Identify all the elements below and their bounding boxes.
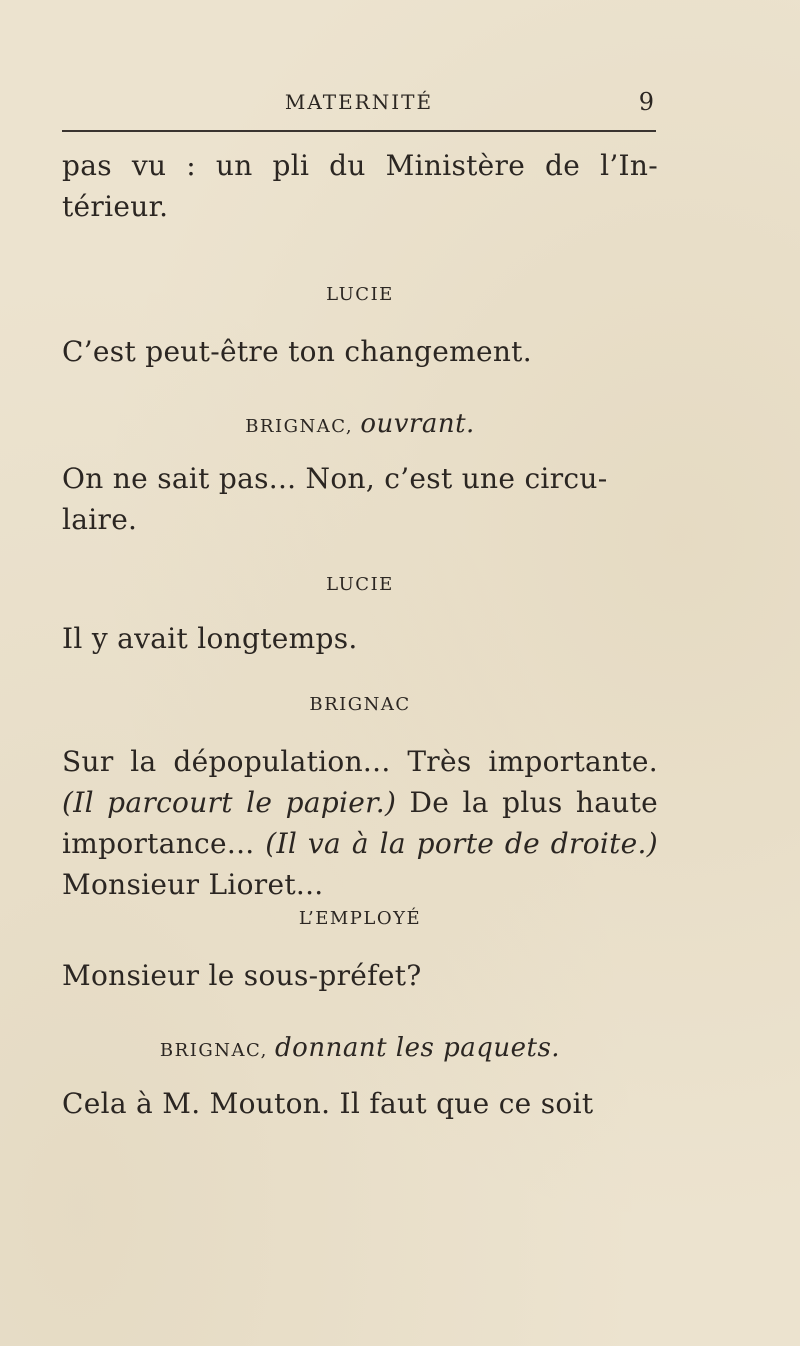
- paragraph: On ne sait pas... Non, c’est une circu-laire.: [62, 462, 608, 536]
- speaker-line: [62, 409, 658, 439]
- paragraph: Monsieur le sous-préfet?: [62, 959, 422, 992]
- page-number: 9: [638, 88, 654, 116]
- speaker-name: BRIGNAC,: [245, 416, 354, 437]
- speaker-label: LUCIE: [326, 574, 394, 595]
- speaker-name: BRIGNAC,: [159, 1040, 268, 1061]
- text-run: Sur la dépopulation... Très importante.: [62, 745, 658, 778]
- running-title: MATERNITÉ: [284, 90, 434, 114]
- paragraph: [62, 741, 658, 905]
- paragraph: Cela à M. Mouton. Il faut que ce soit: [62, 1087, 594, 1120]
- speaker-label: LUCIE: [326, 284, 394, 305]
- stage-direction: donnant les paquets.: [275, 1033, 561, 1063]
- paragraph: Il y avait longtemps.: [62, 622, 358, 655]
- page-header: [62, 90, 656, 132]
- speaker-line: [62, 1033, 658, 1063]
- text-run: De la plus haute importance...: [62, 786, 658, 860]
- stage-direction: ouvrant.: [360, 409, 475, 439]
- stage-direction: (Il va à la porte de droite.): [265, 827, 658, 860]
- text-run: Monsieur Lioret...: [62, 868, 324, 901]
- speaker-label: BRIGNAC: [309, 694, 411, 715]
- paragraph: C’est peut-être ton changement.: [62, 335, 532, 368]
- paragraph: pas vu : un pli du Ministère de l’In-térieur.: [62, 149, 658, 223]
- stage-direction: (Il parcourt le papier.): [62, 786, 397, 819]
- speaker-label: L’EMPLOYÉ: [298, 908, 422, 929]
